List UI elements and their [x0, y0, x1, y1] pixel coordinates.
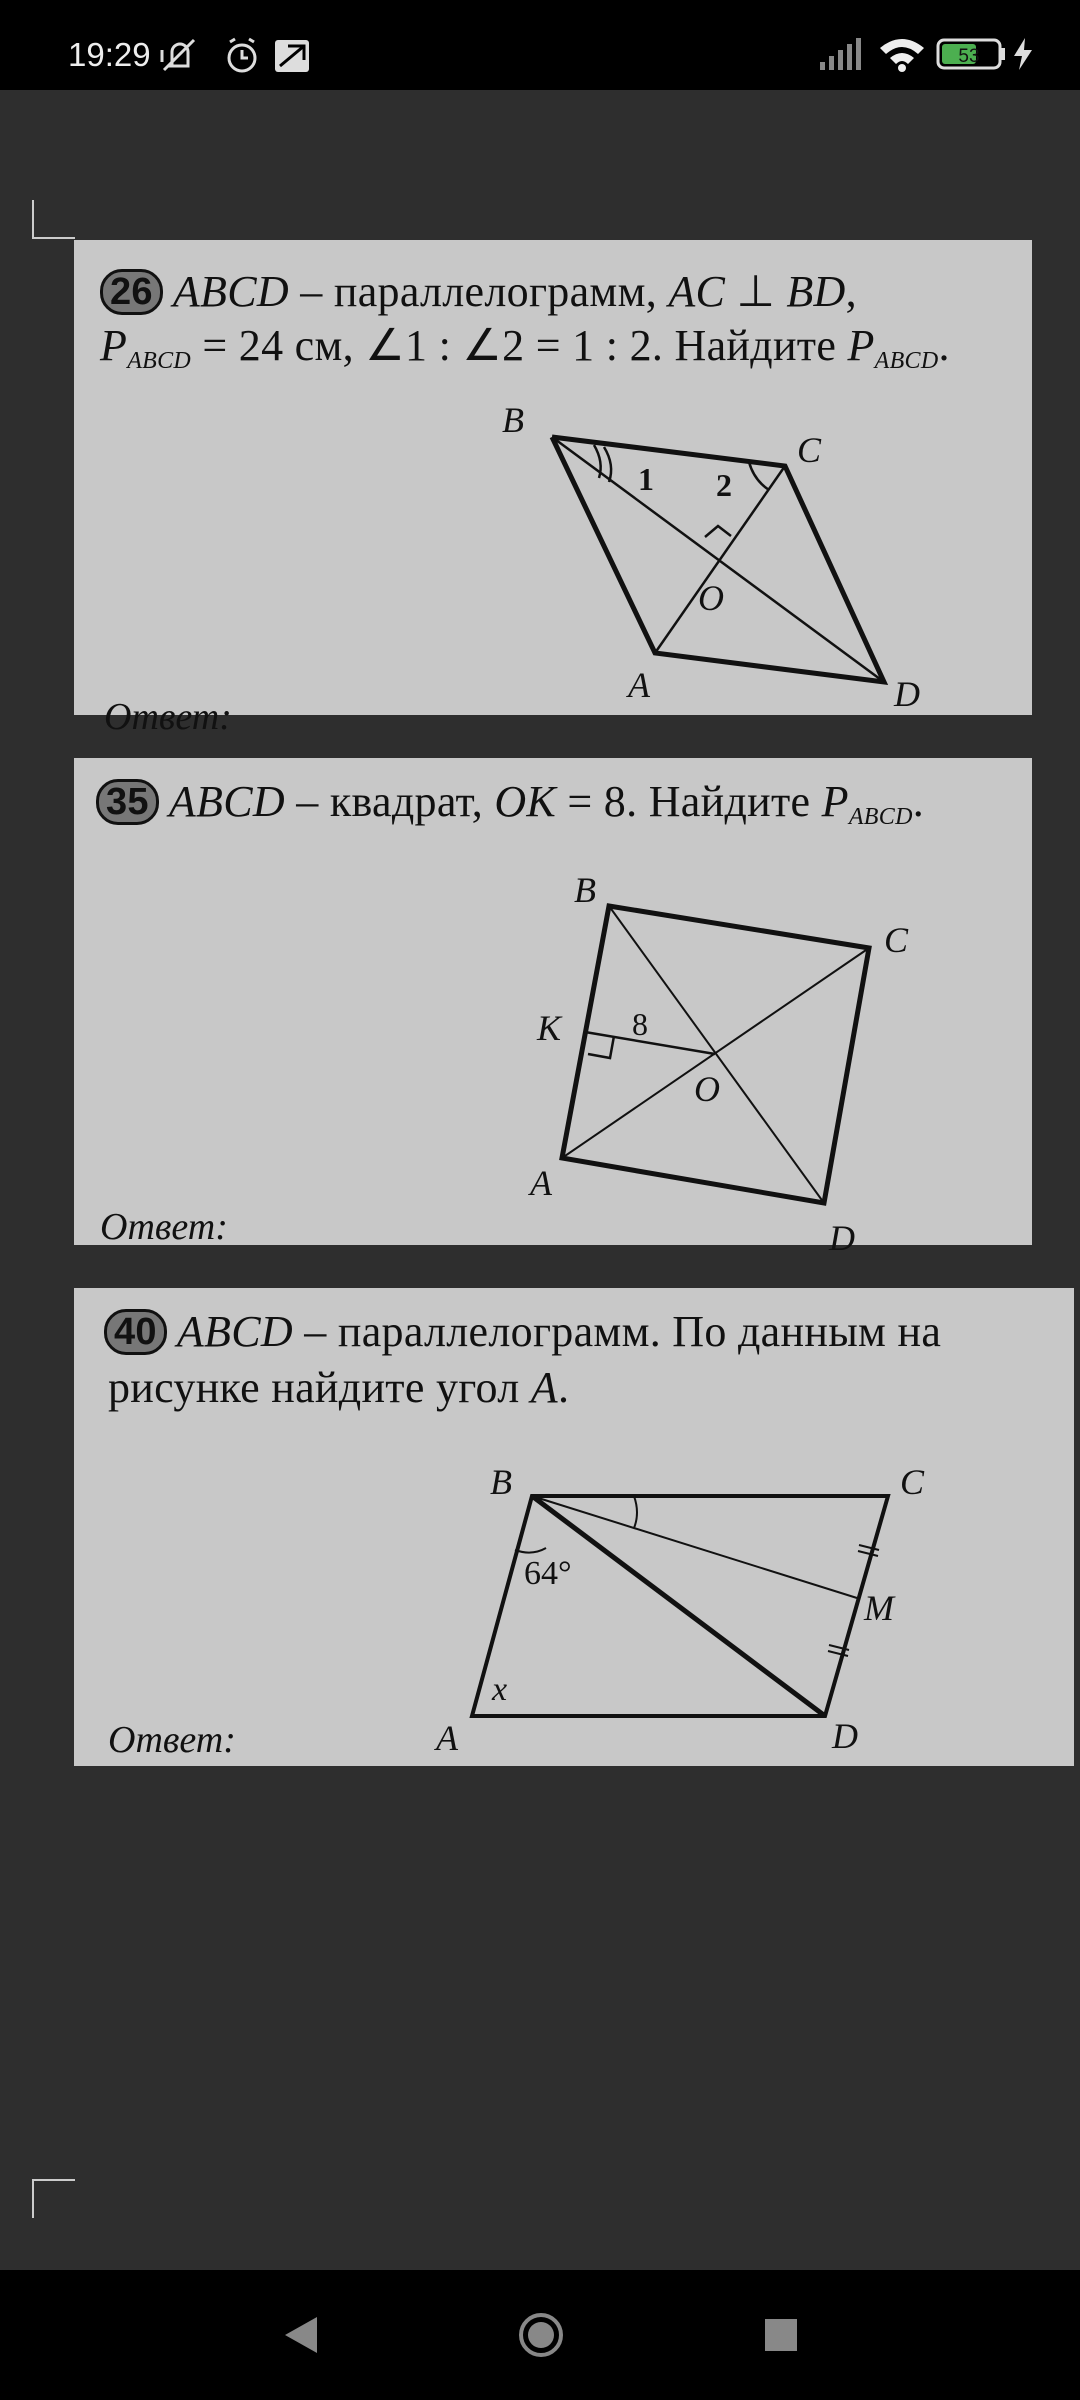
text-segment: = 24 см, ∠1 : ∠2 = 1 : 2. Найдите — [191, 321, 848, 370]
status-bar — [0, 0, 1080, 90]
label-D: D — [832, 1716, 858, 1756]
problem-number-badge: 35 — [96, 779, 159, 825]
back-button[interactable] — [275, 2305, 325, 2365]
page-corner-mark-bottom — [30, 2178, 80, 2218]
text-segment: P — [847, 321, 875, 370]
label-angle-64: 64° — [524, 1555, 572, 1592]
recents-button[interactable] — [757, 2305, 807, 2365]
figure-parallelogram-40 — [74, 1288, 1074, 1766]
text-segment: OK — [494, 777, 557, 826]
back-icon — [285, 2317, 317, 2353]
problem-card-26 — [74, 240, 1032, 738]
figure-parallelogram-26 — [74, 240, 1032, 715]
text-segment: ABCD — [874, 348, 939, 374]
text-segment: ABCD — [168, 777, 285, 826]
segment-BM — [532, 1496, 857, 1598]
label-angle-1: 1 — [638, 461, 654, 497]
text-segment: P — [821, 777, 849, 826]
mute-vibrate-icon — [162, 40, 194, 70]
text-segment: рисунке найдите угол — [108, 1363, 531, 1412]
label-B: B — [490, 1462, 512, 1502]
problem-number-badge: 40 — [104, 1309, 167, 1355]
label-A: A — [628, 665, 650, 705]
label-D: D — [829, 1218, 855, 1258]
status-right-icons — [820, 34, 1050, 74]
text-segment: P — [100, 321, 128, 370]
wifi-icon — [880, 39, 924, 72]
right-angle-mark — [705, 526, 731, 537]
answer-label-35: Ответ: — [100, 1206, 228, 1248]
label-C: C — [900, 1462, 925, 1502]
problem-card-35 — [74, 758, 1032, 1258]
signal-icon — [820, 38, 861, 70]
battery-level: 53 — [958, 46, 980, 67]
right-angle-mark — [588, 1036, 614, 1058]
angle-arc-CBM — [634, 1496, 637, 1528]
segment-OK — [585, 1032, 715, 1054]
navigation-bar — [0, 2270, 1080, 2400]
text-segment: – параллелограмм. По данным на — [292, 1307, 942, 1356]
text-segment: ABCD — [127, 348, 192, 374]
label-O: O — [694, 1069, 720, 1109]
page-corner-mark-top — [30, 200, 80, 240]
text-segment: = 8. Найдите — [556, 777, 822, 826]
status-left-icons — [160, 36, 320, 76]
label-D: D — [894, 674, 920, 714]
label-C: C — [884, 920, 909, 960]
label-O: O — [698, 578, 724, 618]
figure-square-35 — [74, 758, 1032, 1258]
diagonal-AC — [562, 948, 869, 1158]
tick-mark-CM-2 — [858, 1551, 878, 1556]
status-time: 19:29 — [68, 36, 151, 73]
text-segment: ABCD — [172, 267, 289, 316]
angle-1-arc-a — [594, 445, 601, 478]
text-segment: . — [912, 777, 925, 826]
text-segment: , — [845, 267, 857, 316]
text-segment: A — [530, 1363, 558, 1412]
text-segment: . — [557, 1363, 570, 1412]
label-length-8: 8 — [632, 1006, 648, 1042]
home-button[interactable] — [515, 2305, 567, 2365]
answer-label-26: Ответ: — [104, 696, 232, 738]
diagonal-BD — [609, 906, 824, 1203]
label-B: B — [574, 870, 596, 910]
answer-label-40: Ответ: — [108, 1719, 236, 1761]
rhombus-outline — [652, 441, 884, 682]
problem-number-badge: 26 — [100, 269, 163, 315]
text-segment: – параллелограмм, — [288, 267, 669, 316]
text-segment: ABCD — [176, 1307, 293, 1356]
text-segment: ABCD — [848, 804, 913, 830]
angle-2-arc — [749, 462, 769, 490]
label-x: x — [492, 1671, 508, 1708]
text-segment: . — [938, 321, 950, 370]
label-B: B — [502, 400, 524, 440]
charging-icon — [1014, 38, 1032, 70]
problem-card-40 — [74, 1288, 1074, 1766]
tick-mark-CM-1 — [859, 1545, 879, 1550]
label-angle-2: 2 — [716, 467, 732, 503]
text-segment: AC — [668, 267, 726, 316]
text-segment: ⊥ — [725, 267, 787, 316]
notification-icon — [275, 40, 309, 72]
alarm-icon — [229, 39, 255, 71]
text-segment: – квадрат, — [284, 777, 495, 826]
battery-icon — [938, 40, 1005, 68]
text-segment: BD — [786, 267, 846, 316]
label-A: A — [436, 1718, 458, 1758]
label-M: M — [864, 1588, 894, 1628]
diagonal-BD — [532, 1496, 825, 1716]
label-K: K — [537, 1008, 562, 1048]
recents-icon — [765, 2319, 797, 2351]
label-C: C — [797, 430, 822, 470]
label-A: A — [530, 1163, 552, 1203]
